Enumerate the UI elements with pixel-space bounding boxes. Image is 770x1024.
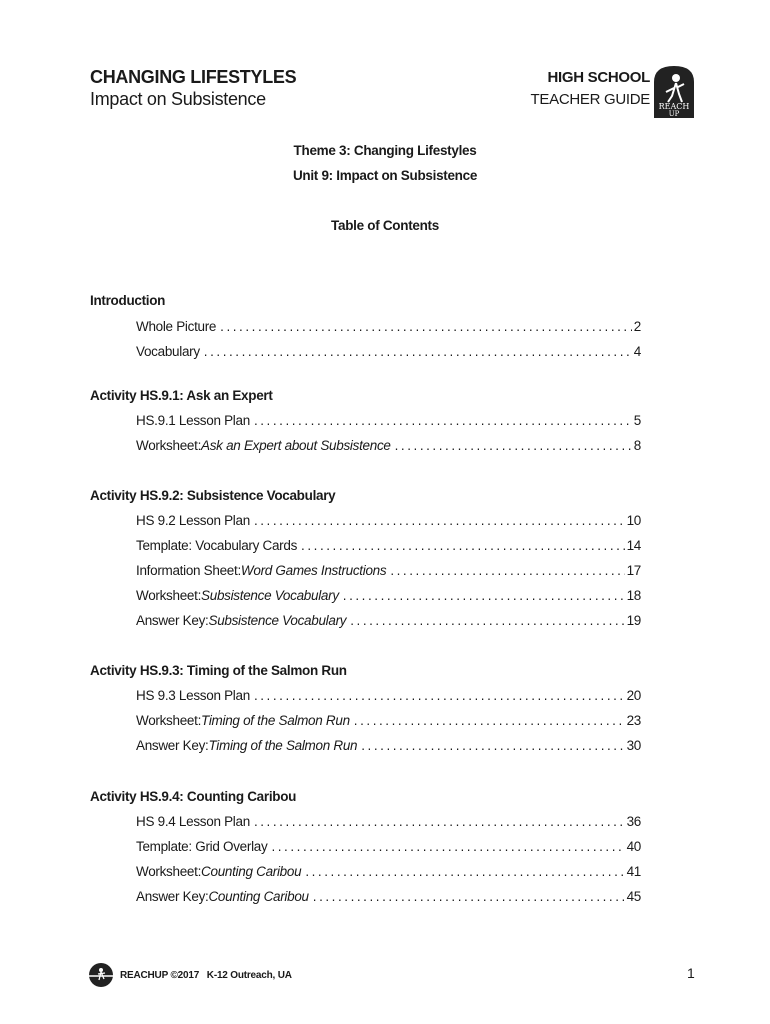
reachup-footer-icon xyxy=(88,962,114,988)
section-heading: Activity HS.9.2: Subsistence Vocabulary xyxy=(90,488,336,503)
page-number: 14 xyxy=(626,538,641,553)
toc-entry[interactable]: HS.9.1 Lesson Plan . . . 5 xyxy=(136,413,641,431)
page-number: 19 xyxy=(626,613,641,628)
section-heading: Activity HS.9.1: Ask an Expert xyxy=(90,388,273,403)
toc-entry[interactable]: Worksheet: Timing of the Salmon Run . . . 23 xyxy=(136,713,641,731)
toc-title: Table of Contents xyxy=(331,218,439,233)
section-heading: Activity HS.9.4: Counting Caribou xyxy=(90,789,297,804)
toc-entry[interactable]: HS 9.2 Lesson Plan . . . 10 xyxy=(136,513,641,531)
page-number: 36 xyxy=(626,814,641,829)
toc-entry[interactable]: Information Sheet: Word Games Instructions . . . 17 xyxy=(136,563,641,581)
page-number: 17 xyxy=(626,563,641,578)
svg-text:UP: UP xyxy=(668,110,680,118)
unit-heading: Unit 9: Impact on Subsistence xyxy=(292,168,478,183)
page-number: 40 xyxy=(626,839,641,854)
page-number: 23 xyxy=(626,713,641,728)
theme-heading: Theme 3: Changing Lifestyles xyxy=(293,143,477,158)
page-number: 45 xyxy=(626,889,641,904)
page-number: 41 xyxy=(626,864,641,879)
toc-entry[interactable]: Worksheet: Ask an Expert about Subsistence . . . 8 xyxy=(136,438,641,456)
unit-subtitle: Impact on Subsistence xyxy=(90,89,266,109)
page-number: 4 xyxy=(633,344,641,359)
toc-entry[interactable]: Answer Key: Counting Caribou . . . 45 xyxy=(136,889,641,907)
toc-entry[interactable]: Answer Key: Subsistence Vocabulary . . . 19 xyxy=(136,613,641,631)
page-number-footer: 1 xyxy=(687,965,695,981)
toc-entry[interactable]: Template: Vocabulary Cards . . . 14 xyxy=(136,538,641,556)
page-number: 5 xyxy=(633,413,641,428)
unit-title: CHANGING LIFESTYLES xyxy=(90,67,297,87)
toc-entry[interactable]: Answer Key: Timing of the Salmon Run . . . 30 xyxy=(136,738,641,756)
toc-entry[interactable]: Worksheet: Subsistence Vocabulary . . . 18 xyxy=(136,588,641,606)
grade-level: HIGH SCHOOL xyxy=(547,69,650,86)
document-header xyxy=(90,66,296,110)
toc-entry[interactable]: HS 9.4 Lesson Plan . . . 36 xyxy=(136,814,641,832)
guide-type: TEACHER GUIDE xyxy=(530,91,650,108)
svg-text:REACH: REACH xyxy=(658,102,690,111)
page-number: 18 xyxy=(626,588,641,603)
page-number: 2 xyxy=(633,319,641,334)
page-number: 30 xyxy=(626,738,641,753)
page-number: 8 xyxy=(633,438,641,453)
footer xyxy=(88,962,292,988)
reach-up-logo-icon xyxy=(652,64,696,118)
audience-block xyxy=(531,68,650,112)
toc-entry[interactable]: Vocabulary . . . 4 xyxy=(136,344,641,362)
section-heading: Activity HS.9.3: Timing of the Salmon Run xyxy=(90,663,347,678)
toc-entry[interactable]: Template: Grid Overlay . . . 40 xyxy=(136,839,641,857)
toc-entry[interactable]: Worksheet: Counting Caribou . . . 41 xyxy=(136,864,641,882)
section-heading: Introduction xyxy=(90,293,166,308)
footer-text: REACHUP ©2017 K-12 Outreach, UA xyxy=(120,969,292,981)
page-number: 10 xyxy=(626,513,641,528)
toc-entry[interactable]: HS 9.3 Lesson Plan . . . 20 xyxy=(136,688,641,706)
page-number: 20 xyxy=(626,688,641,703)
toc-entry[interactable]: Whole Picture . . . 2 xyxy=(136,319,641,337)
